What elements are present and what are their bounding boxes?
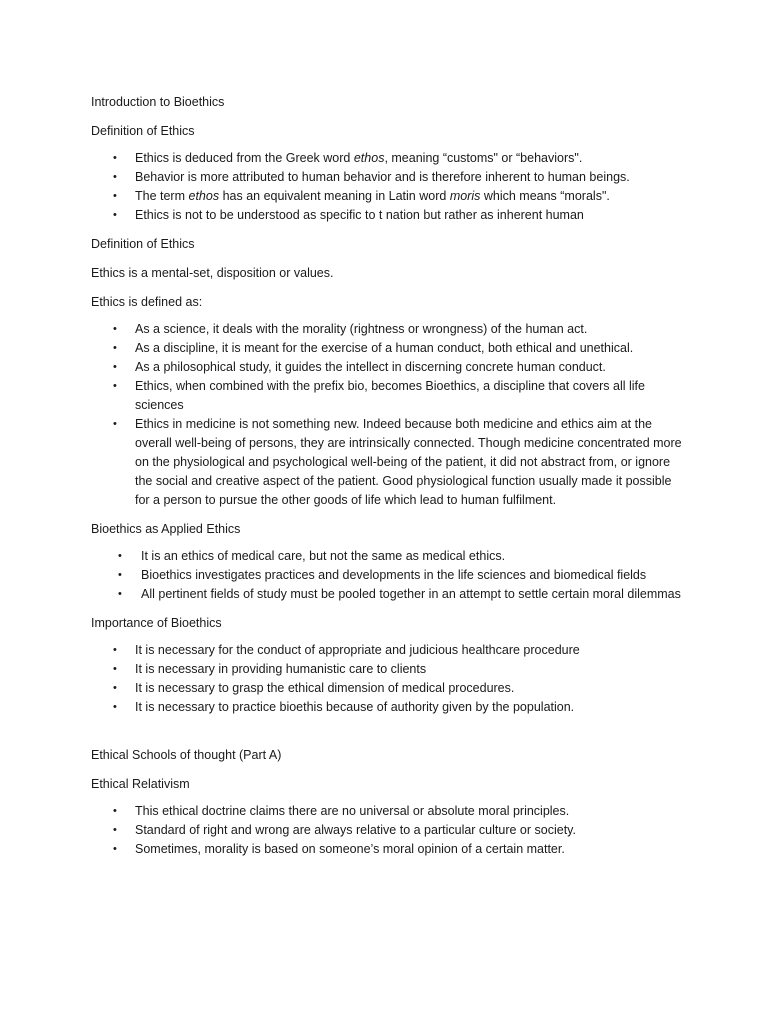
list-item: • Bioethics investigates practices and developments in the life sciences and biomedical fields — [91, 566, 688, 585]
bullet-icon: • — [113, 209, 117, 221]
bullet-list — [91, 320, 688, 510]
document-title: Introduction to Bioethics — [91, 95, 225, 109]
section-subheading: Ethical Relativism — [91, 777, 190, 791]
bullet-icon: • — [118, 588, 122, 600]
bullet-icon: • — [113, 701, 117, 713]
list-item: • It is an ethics of medical care, but not the same as medical ethics. — [91, 547, 688, 566]
list-item: • Ethics, when combined with the prefix bio, becomes Bioethics, a discipline that covers all life sciences — [113, 379, 645, 412]
list-item: • As a discipline, it is meant for the exercise of a human conduct, both ethical and unethical. — [91, 339, 688, 358]
list-item: • As a philosophical study, it guides the intellect in discerning concrete human conduct. — [91, 358, 688, 377]
bullet-icon: • — [113, 380, 117, 392]
bullet-icon: • — [113, 663, 117, 675]
list-item: • It is necessary to practice bioethis because of authority given by the population. — [91, 698, 688, 717]
bullet-list — [91, 641, 688, 717]
list-item: • Ethics is not to be understood as specific to t nation but rather as inherent human — [91, 206, 688, 225]
bullet-icon: • — [118, 569, 122, 581]
bullet-icon: • — [113, 171, 117, 183]
list-item: • It is necessary in providing humanistic care to clients — [91, 660, 688, 679]
bullet-list — [91, 547, 688, 604]
list-item: • Ethics in medicine is not something new. Indeed because both medicine and ethics aim at the overall well-being of persons, they are intrinsically connected. Though medicine concentrated more on the physiological and psychological well-being of the patient, it did not abstract from, or ignore the social and creative aspect of the patient. Good physiological function usually made it possible for a person to pursue the other goods of life which lead to human fulfilment. — [113, 417, 682, 507]
bullet-icon: • — [113, 323, 117, 335]
list-item: • It is necessary for the conduct of appropriate and judicious healthcare procedure — [91, 641, 688, 660]
section-heading: Definition of Ethics — [91, 124, 195, 138]
bullet-list — [91, 149, 688, 225]
paragraph: Ethics is a mental-set, disposition or values. — [91, 266, 334, 280]
bullet-icon: • — [113, 824, 117, 836]
list-item: • Ethics is deduced from the Greek word ethos, meaning “customs" or “behaviors". — [91, 149, 688, 168]
bullet-icon: • — [113, 644, 117, 656]
section-heading: Definition of Ethics — [91, 237, 195, 251]
bullet-icon: • — [113, 418, 117, 430]
bullet-icon: • — [113, 152, 117, 164]
list-item: • As a science, it deals with the morality (rightness or wrongness) of the human act. — [91, 320, 688, 339]
bullet-icon: • — [113, 843, 117, 855]
list-item: • All pertinent fields of study must be pooled together in an attempt to settle certain moral dilemmas — [91, 585, 688, 604]
list-item: • This ethical doctrine claims there are no universal or absolute moral principles. — [91, 802, 688, 821]
list-item: • Standard of right and wrong are always relative to a particular culture or society. — [91, 821, 688, 840]
bullet-list — [91, 802, 688, 859]
bullet-icon: • — [113, 805, 117, 817]
bullet-icon: • — [113, 342, 117, 354]
list-item: • It is necessary to grasp the ethical dimension of medical procedures. — [91, 679, 688, 698]
list-item: • Sometimes, morality is based on someone’s moral opinion of a certain matter. — [91, 840, 688, 859]
section-heading: Ethical Schools of thought (Part A) — [91, 748, 282, 762]
bullet-icon: • — [118, 550, 122, 562]
bullet-icon: • — [113, 682, 117, 694]
section-heading: Bioethics as Applied Ethics — [91, 522, 241, 536]
bullet-icon: • — [113, 361, 117, 373]
bullet-icon: • — [113, 190, 117, 202]
section-heading: Importance of Bioethics — [91, 616, 222, 630]
list-item: • Behavior is more attributed to human behavior and is therefore inherent to human beings. — [91, 168, 688, 187]
list-item: • The term ethos has an equivalent meaning in Latin word moris which means “morals". — [91, 187, 688, 206]
paragraph: Ethics is defined as: — [91, 295, 203, 309]
